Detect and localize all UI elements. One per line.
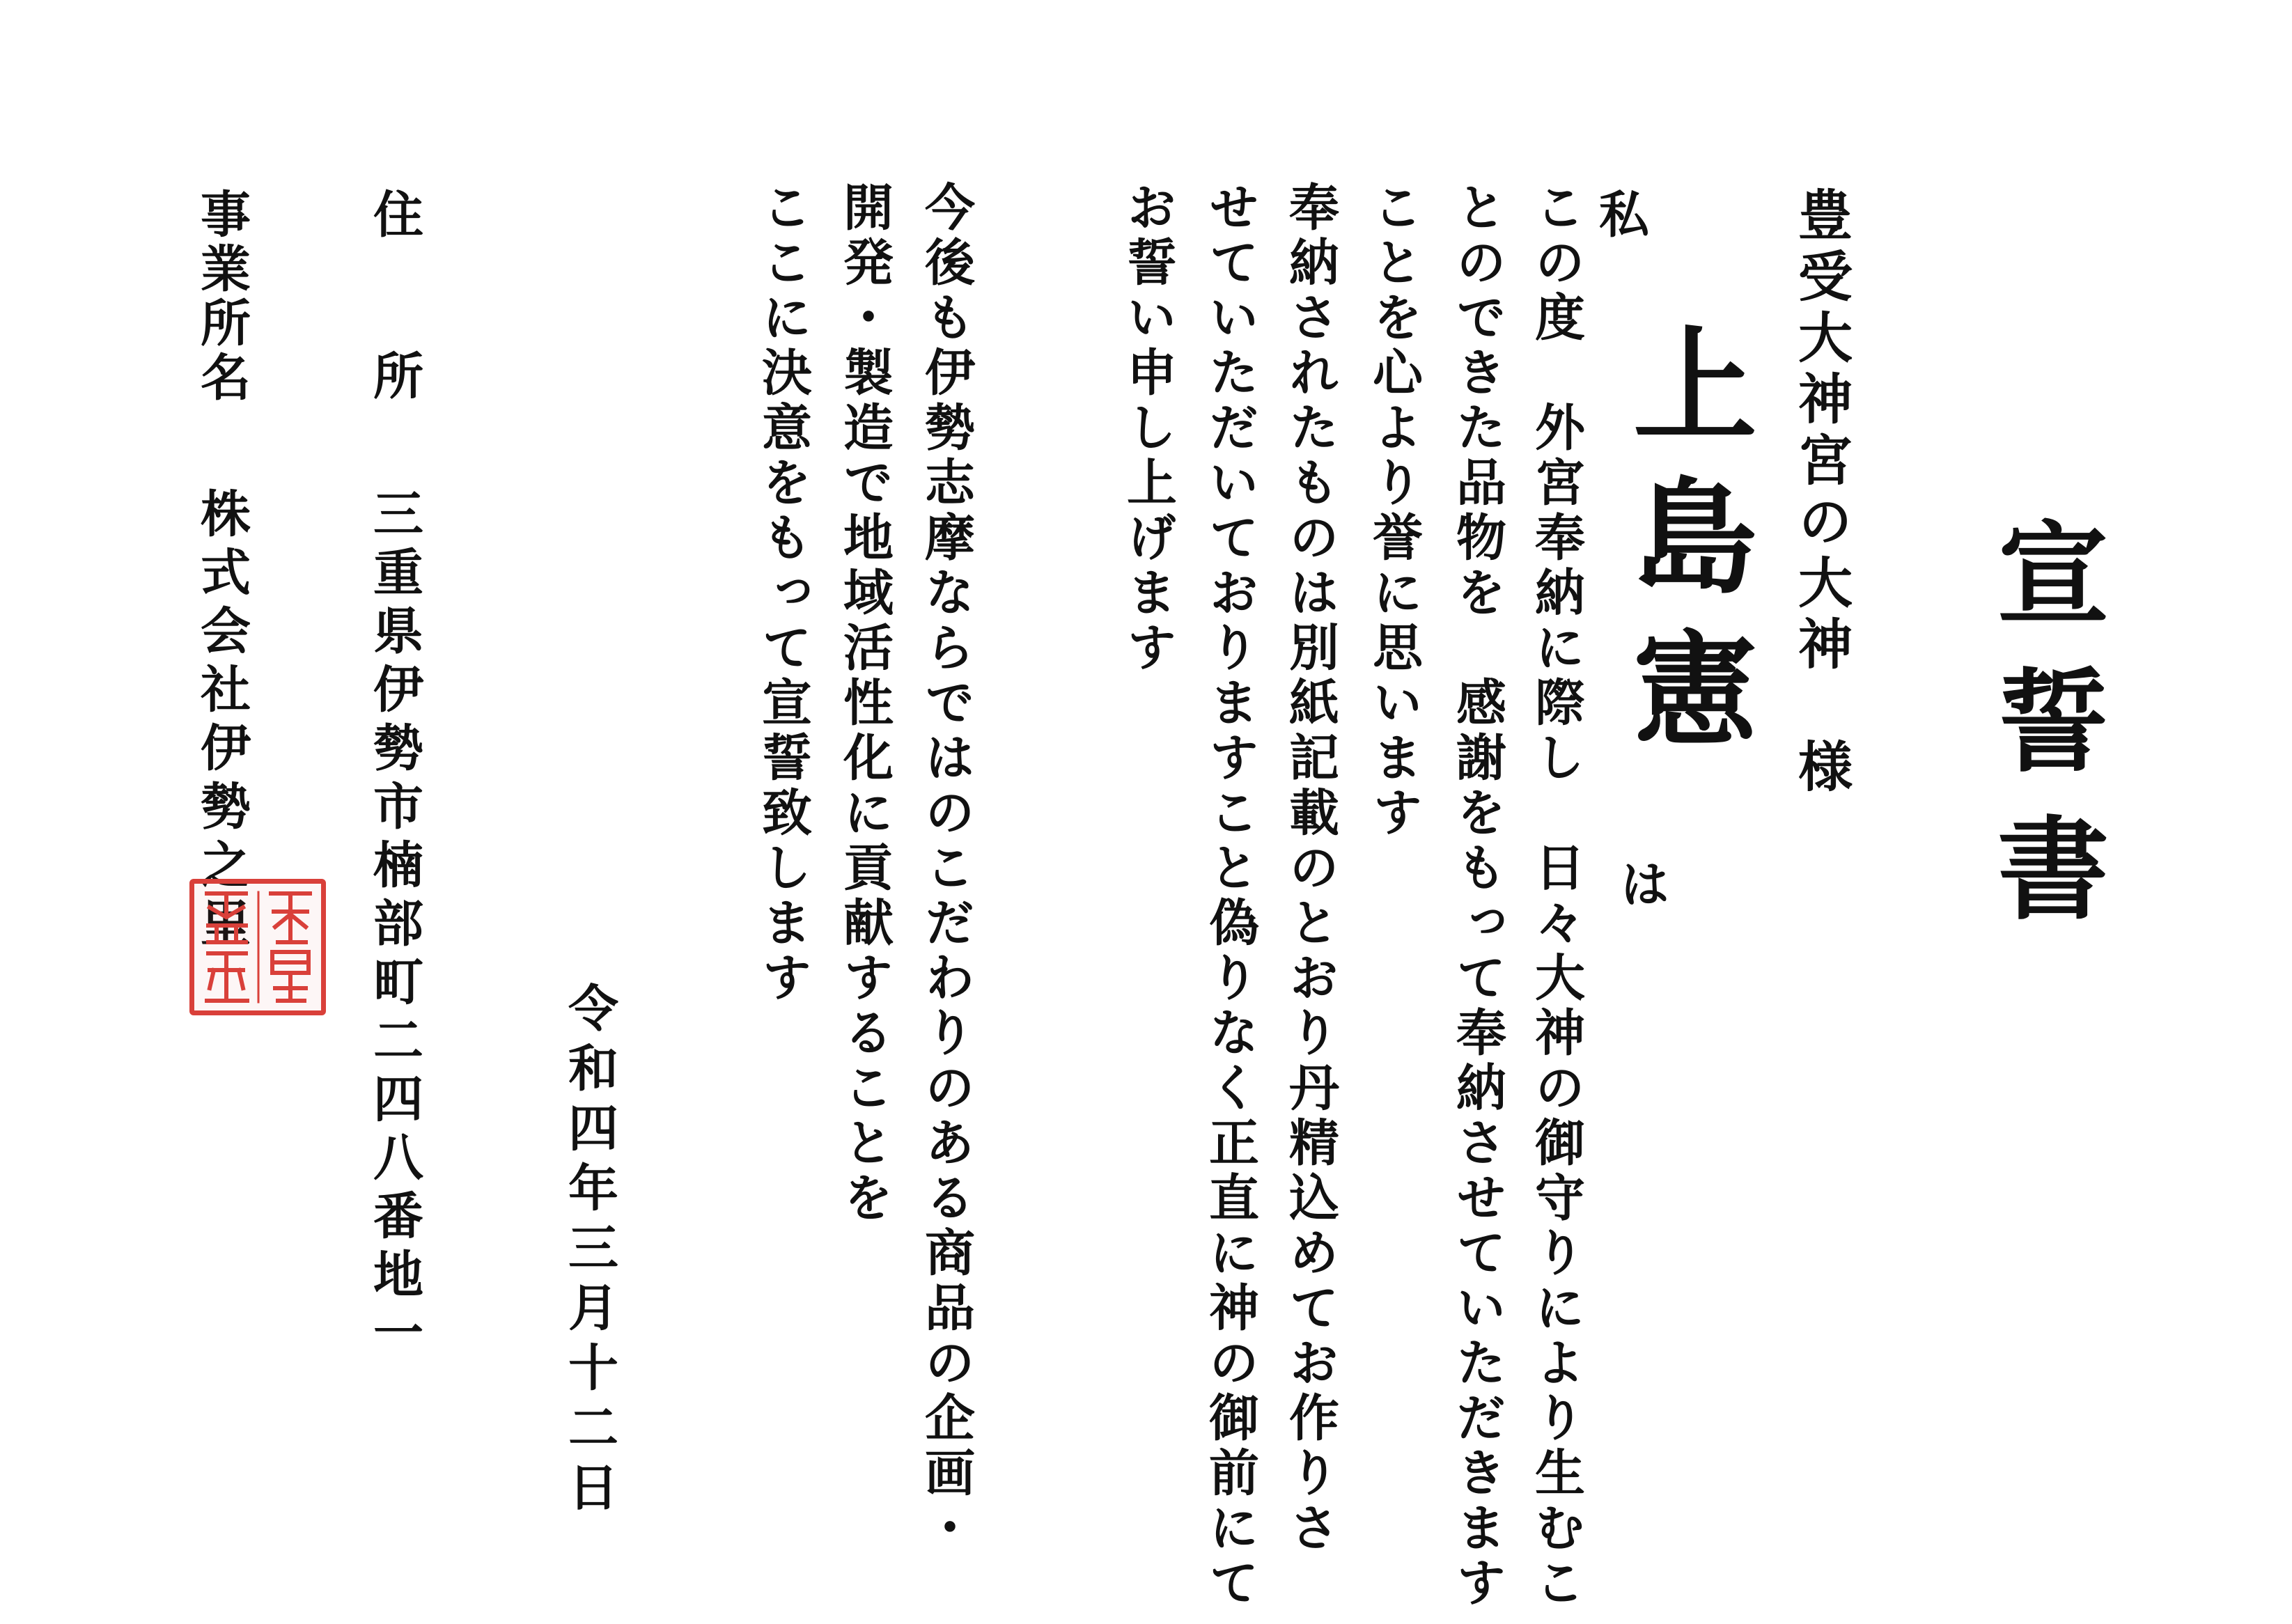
document-title: 宣誓書	[1979, 515, 2110, 958]
body-line: お誓い申し上げます	[1118, 181, 1178, 676]
body-line: この度 外宮奉納に際し 日々大神の御守りにより生むこ	[1527, 181, 1586, 1611]
body-line: 今後も伊勢志摩ならではのこだわりのある商品の企画・	[917, 181, 976, 1556]
company-seal-icon	[189, 879, 326, 1015]
body-line: ここに決意をもって宣誓致します	[754, 181, 813, 1006]
address-value: 三重県伊勢市楠部町二四八番地一	[365, 487, 424, 1365]
body-line: ことを心より誉に思います	[1364, 181, 1424, 841]
first-person-pronoun: 私	[1591, 188, 1650, 238]
topic-particle: は	[1612, 858, 1671, 908]
signer-name: 上島憲	[1612, 320, 1758, 776]
address-label: 住所	[365, 188, 424, 511]
business-name-value: 株式会社伊勢之里	[192, 487, 251, 955]
addressee: 豊受大神宮の大神 様	[1789, 187, 1853, 799]
business-name-label: 事業所名	[192, 188, 251, 405]
date: 令和四年三月十二日	[560, 982, 619, 1521]
body-line: 奉納されたものは別紙記載のとおり丹精込めてお作りさ	[1281, 181, 1340, 1556]
seal-glyphs	[194, 884, 321, 1010]
body-line: せていただいておりますこと偽りなく正直に神の御前にて	[1201, 181, 1260, 1611]
body-line: とのできた品物を 感謝をもって奉納させていただきます	[1448, 181, 1507, 1611]
body-line: 開発・製造で地域活性化に貢献することを	[835, 181, 894, 1226]
